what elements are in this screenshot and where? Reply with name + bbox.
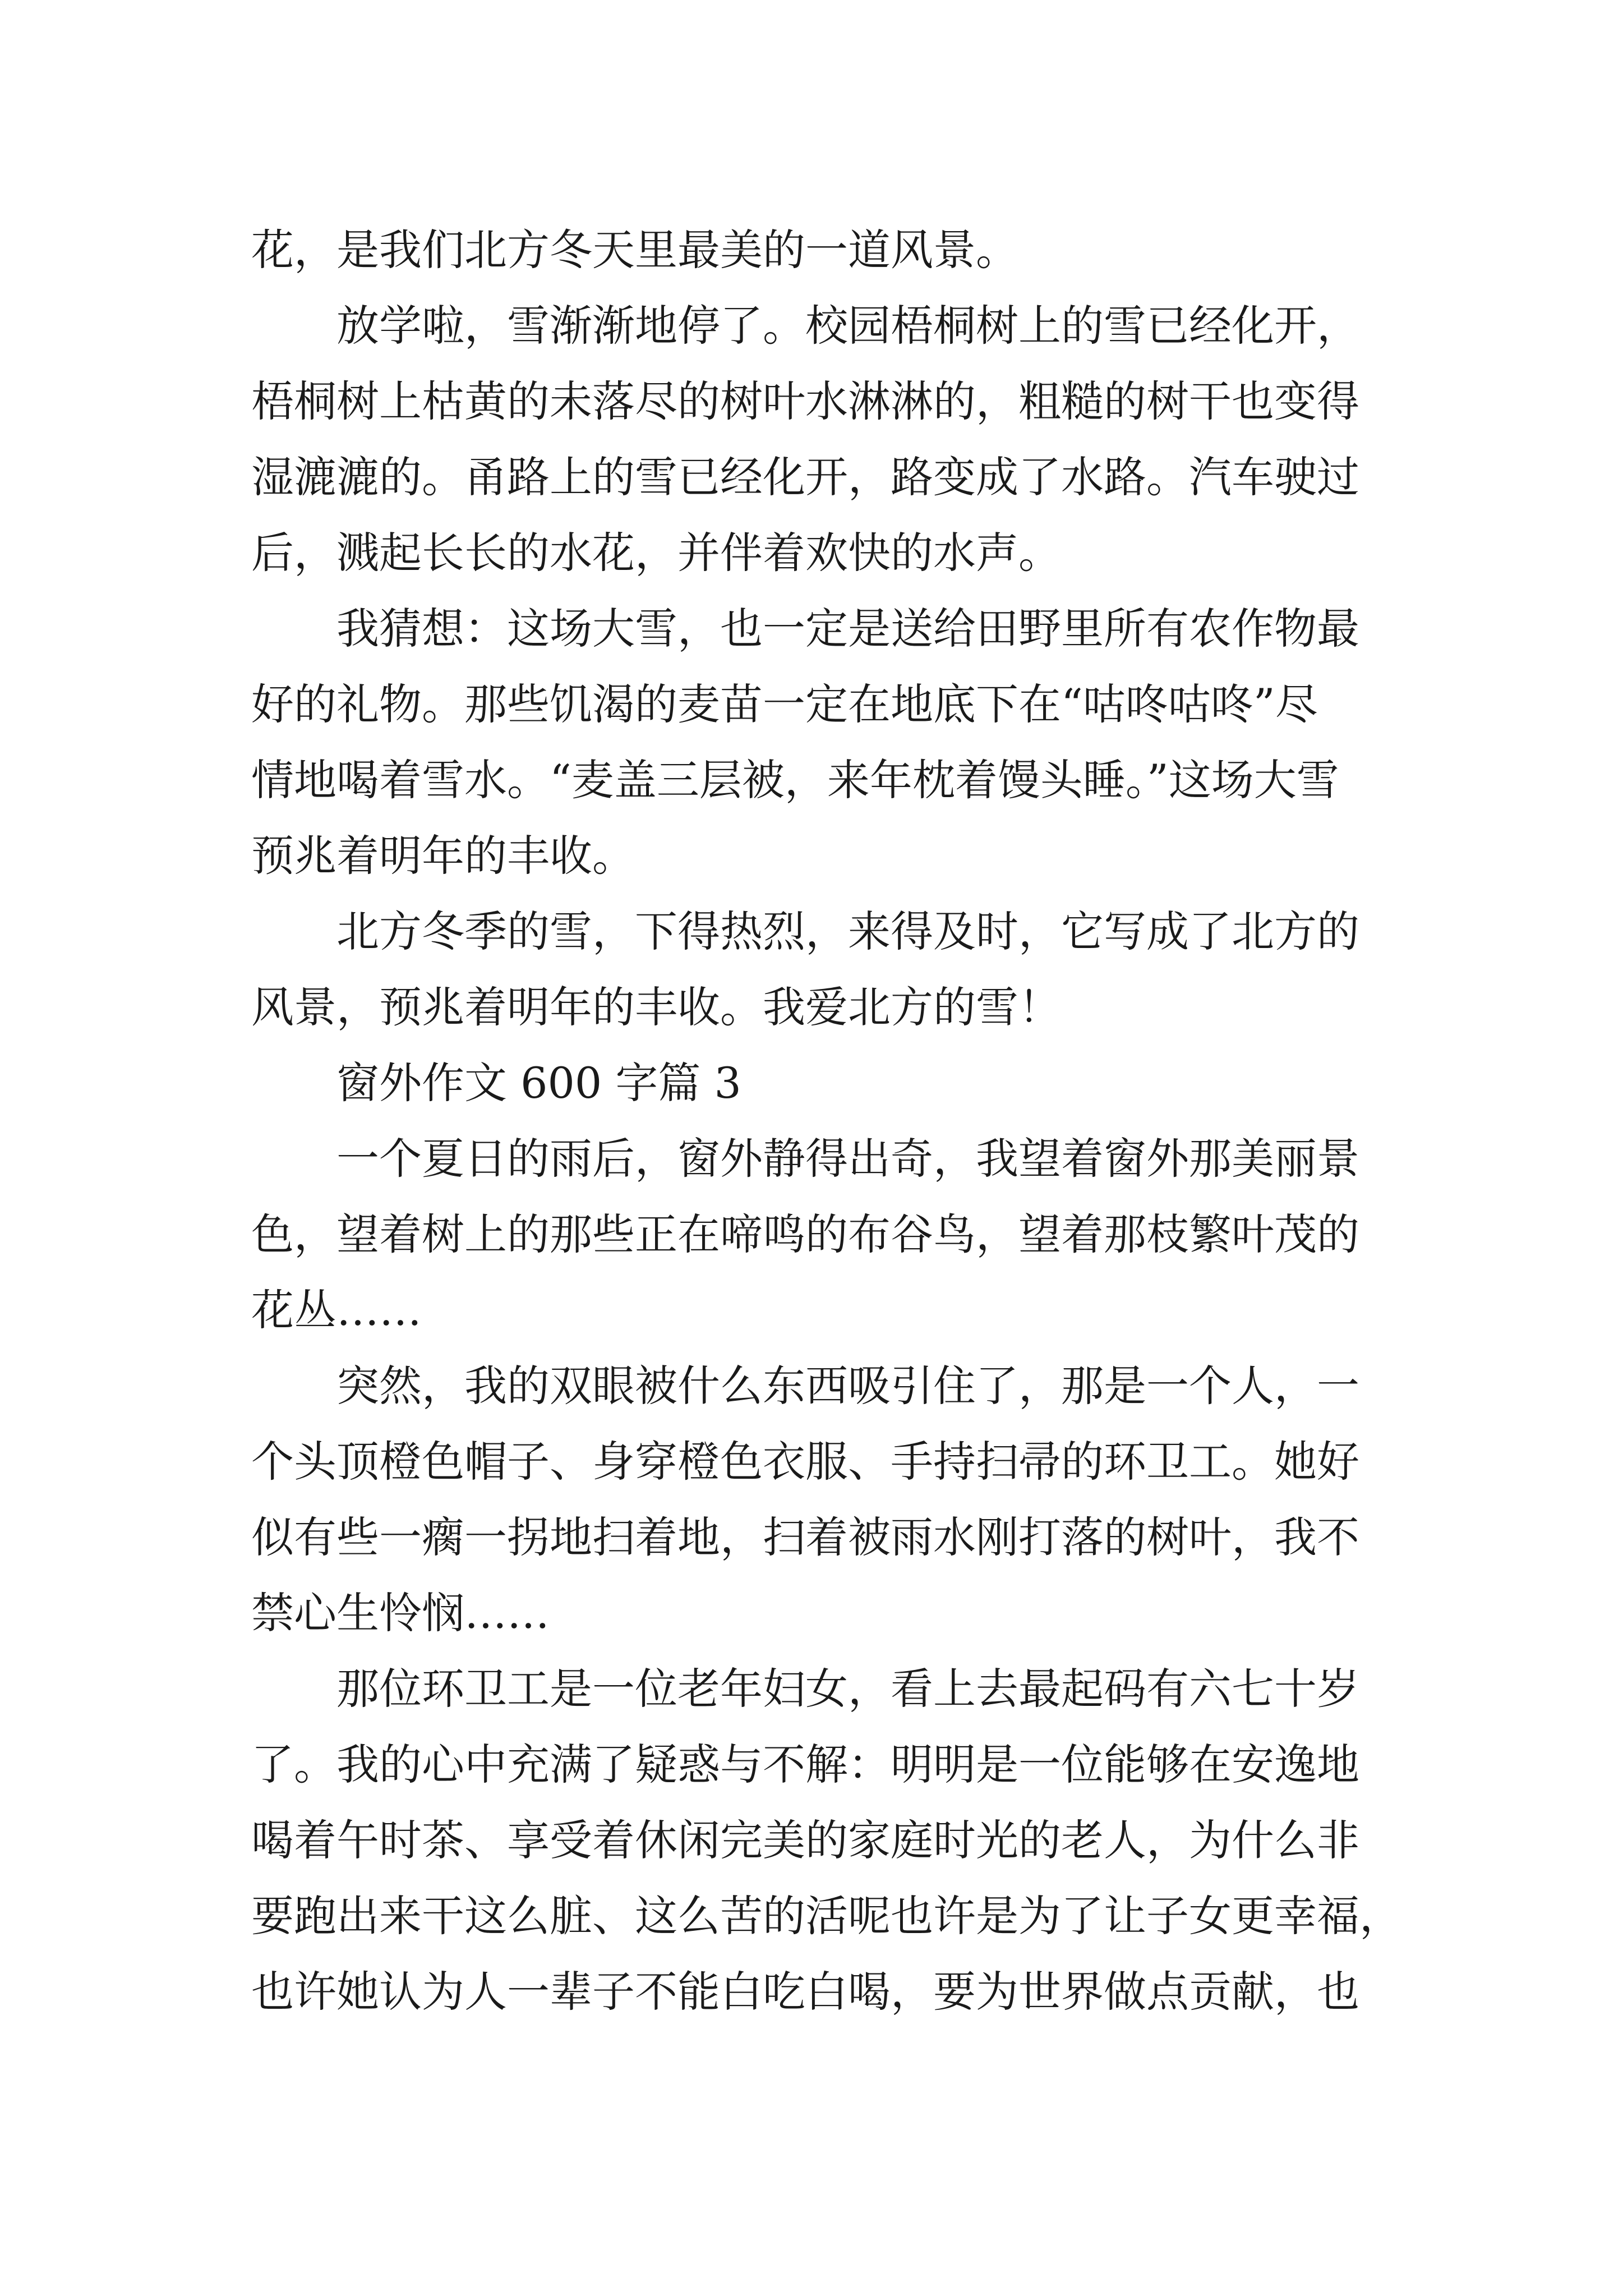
text-line: 也许她认为人一辈子不能白吃白喝，要为世界做点贡献，也	[251, 1967, 1359, 2017]
text-line: 放学啦，雪渐渐地停了。校园梧桐树上的雪已经化开，	[336, 301, 1359, 351]
text-line: 突然，我的双眼被什么东西吸引住了，那是一个人，一	[336, 1361, 1359, 1411]
text-line: 预兆着明年的丰收。	[251, 831, 635, 881]
text-line: 梧桐树上枯黄的未落尽的树叶水淋淋的，粗糙的树干也变得	[251, 376, 1359, 426]
text-line: 我猜想：这场大雪，也一定是送给田野里所有农作物最	[336, 604, 1359, 654]
text-line: 色，望着树上的那些正在啼鸣的布谷鸟，望着那枝繁叶茂的	[251, 1209, 1359, 1259]
text-line: 好的礼物。那些饥渴的麦苗一定在地底下在“咕咚咕咚”尽	[251, 679, 1318, 729]
text-line: 花，是我们北方冬天里最美的一道风景。	[251, 225, 1018, 275]
text-line: 要跑出来干这么脏、这么苦的活呢也许是为了让子女更幸福，	[251, 1891, 1402, 1941]
text-line: 似有些一瘸一拐地扫着地，扫着被雨水刚打落的树叶，我不	[251, 1512, 1359, 1562]
text-line: 喝着午时茶、享受着休闲完美的家庭时光的老人，为什么非	[251, 1815, 1359, 1865]
text-line: 情地喝着雪水。“麦盖三层被，来年枕着馒头睡。”这场大雪	[251, 755, 1339, 805]
text-line: 风景，预兆着明年的丰收。我爱北方的雪！	[251, 982, 1061, 1032]
text-line: 北方冬季的雪，下得热烈，来得及时，它写成了北方的	[336, 907, 1359, 956]
text-line: 个头顶橙色帽子、身穿橙色衣服、手持扫帚的环卫工。她好	[251, 1437, 1359, 1487]
text-line: 一个夏日的雨后，窗外静得出奇，我望着窗外那美丽景	[336, 1134, 1359, 1184]
text-line: 后，溅起长长的水花，并伴着欢快的水声。	[251, 528, 1061, 578]
text-line: 了。我的心中充满了疑惑与不解：明明是一位能够在安逸地	[251, 1740, 1359, 1789]
section-heading: 窗外作文 600 字篇 3	[336, 1058, 741, 1108]
text-line: 花丛……	[251, 1285, 422, 1335]
text-line: 湿漉漉的。甬路上的雪已经化开，路变成了水路。汽车驶过	[251, 452, 1359, 502]
text-line: 那位环卫工是一位老年妇女，看上去最起码有六七十岁	[336, 1664, 1359, 1714]
text-line: 禁心生怜悯……	[251, 1588, 550, 1638]
